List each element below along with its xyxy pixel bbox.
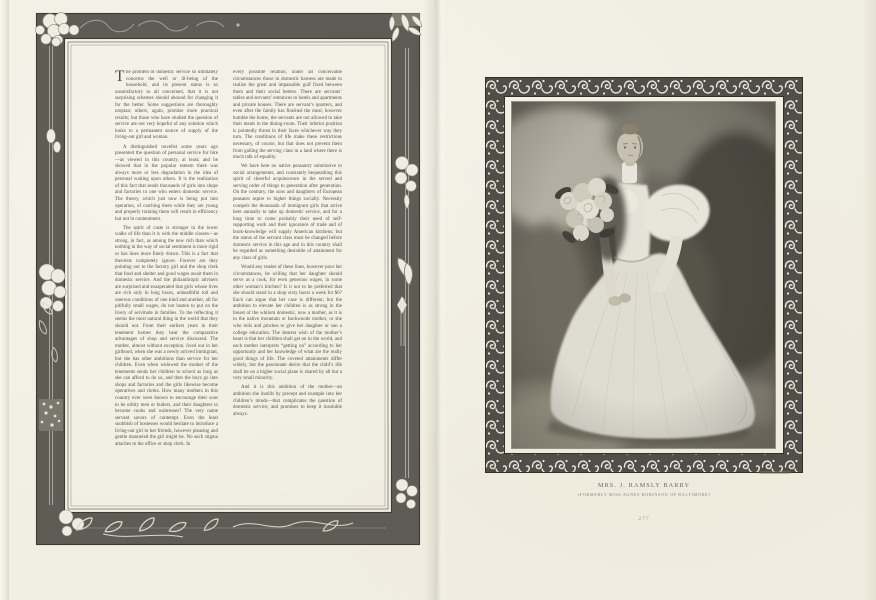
portrait-frame — [485, 77, 803, 473]
portrait-caption-subtitle: (FORMERLY MISS AGNES ROBINSON OF BALTIMORE) — [577, 491, 711, 497]
article-paragraph: A distinguished novelist some years ago presented the question of personal service for hire—as viewed in this country, at least; and he showed that in the popular esteem there was always more or less degradation in the idea of personal waiting upon others. It is the realization of this fact that sends thousands of girls into shops and factories to one who enters domestic service. The theory, which just now is being put into operation, of catching them while they are young and properly training them will result in efficiency but not in contentment. — [115, 144, 218, 222]
left-page — [8, 0, 433, 600]
article-paragraph: Would any reader of these lines, however poor her circumstances, be willing that her daughter should serve as a cook, for even generous wages, in some other woman’s kitchen? Is it not to be preferred that she should stand in a shop sixty hours a week for $6? Each can argue that her case is different; but the ambition to elevate her children is as strong in the breast of the whilom domestic, now a mother, as it is in the native mountain or backwoods mother, or she who toils and pinches to give her daughter or son a college education. The dearest wish of the mother’s heart is that her children shall get on in the world, and each mother interprets “getting on” according to her opportunity and her knowledge of what are the really good things of life. The coveted attainments differ widely, but the passionate desire that the child’s life shall be on a higher social plane is shared by all but a very small minority. — [233, 265, 342, 382]
article-paragraph: every possible relation, under all conceivable circumstances those in domestic harness are made to realize the great and impassable gulf fixed between them and their social betters. There are servants’ tables and servants’ entrances to hotels and apartments and private houses. There are servant’s quarters, and even after the family has finished the meal, however humble the home, the servants are not allowed to take their meals in the dining-room. Their inferior position is pointedly thrust in their faces whichever way they turn. The conditions of life make these restrictions necessary, of course, but that does not prevent them from galling the serving class in a land where there is much talk of equality. — [233, 70, 342, 161]
article-paragraph-text: he problem of domestic service so intimately concerns the well or ill-being of the household, and its present status is so unsatisfactory to all concerned, that it is not surprising schemes should abound for changing it for the better. Some suggestions are thoroughly utopian; others, again, promise more practical results; but those who have studied the question of service are not very hopeful of any solution which looks to a permanent source of supply of the living-out girl and woman. — [115, 70, 218, 141]
art-nouveau-border — [8, 0, 433, 600]
drop-cap: T — [115, 70, 125, 85]
portrait-photo — [511, 101, 776, 449]
article-paragraph — [115, 70, 218, 142]
text-column-2 — [233, 70, 342, 480]
right-page — [433, 0, 876, 600]
article-paragraph: And it is this ambition of the mother—an ambition she instills by precept and example into her children’s minds—that complicates the question of domestic service, and promises to keep it insoluble always. — [233, 385, 342, 417]
text-column-1 — [115, 70, 218, 480]
portrait-caption-title: MRS. J. RAMSLY BARRY — [597, 482, 691, 489]
page-number: 277 — [638, 516, 650, 522]
article-paragraph: The spirit of caste is stronger in the lower walks of life than it is with the middle classes—as strong, in fact, as among the new rich than which nothing in the way of social sentiment is more rigid or has lines more finely drawn. This is a fact that theorists completely ignore. Forever are they pointing out to the factory girl and the shop clerk that food and shelter and good wages await them in domestic service. And the philanthropic advisers are surprised and exasperated that girls whose lives are rich only in long hours, unhealthful toil and onerous conditions of one kind and another, all for pitifully small wages, do not hasten to put on the livery of servitude in families. To the reflecting it seems the most natural thing in the world that they should not. From their earliest years in their tenement homes they hear the comparative advantages of shop and service discussed. The mother, almost without exception, lived out in her girlhood, when she was a newly arrived immigrant, but she has other ambitions than service for her children. Even when widowed the mother of the tenements sends her children to school as long as she can afford to do so, and then the boys go into shops and factories and the girls likewise become operatives and clerks. How many mothers in this country ever were known to encourage their sons to be utility men or butlers, and their daughters to become cooks and waitresses? The very name servant savors of contempt. Even the least snobbish of hostesses would hesitate to introduce a living-out girl to her friends, however pleasing and gentle mannered the girl might be. No such stigma attaches to the office or shop clerk. In — [115, 225, 218, 447]
photographer-credit-mark — [759, 471, 791, 474]
portrait-caption — [485, 482, 803, 497]
article-paragraph: We have here no native peasantry submissive to social arrangements, and constantly bequeathing this spirit of cheerful acquiescence in the served and serving order of things to generation after generation. On the contrary, the sons and daughters of European peasants aspire to higher things socially. Necessity compels the thousands of immigrant girls that arrive here annually to take up domestic service, and for a long time to come probably their need of self-supporting work and their ignorance of trade and of book-knowledge will supply American kitchens; but the status of the servant class must be changed before domestic service in this age and in this country shall be regarded as something desirable of attainment for any class of girls. — [233, 164, 342, 261]
